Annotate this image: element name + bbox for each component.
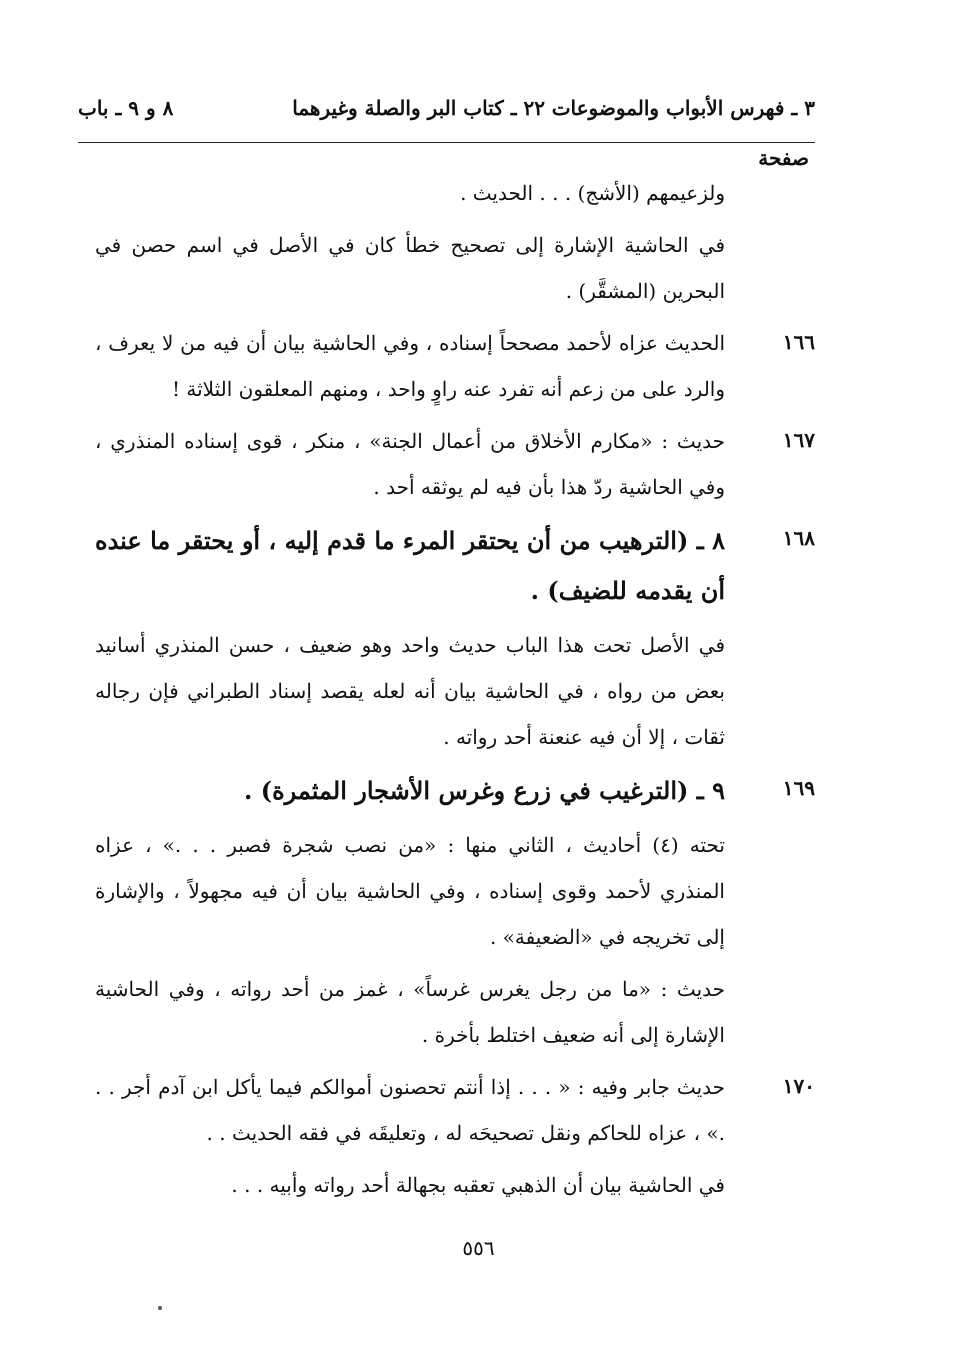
entry-page-ref: ١٦٧ bbox=[782, 428, 815, 452]
entry-text: ولزعيمهم (الأشج) . . . الحديث . bbox=[460, 181, 725, 205]
header-chapter-range: ٨ و ٩ ـ باب bbox=[78, 96, 174, 120]
page-number: ٥٥٦ bbox=[462, 1236, 495, 1260]
index-content bbox=[95, 170, 815, 1214]
index-entry bbox=[95, 1162, 815, 1208]
running-header bbox=[78, 96, 815, 136]
entry-page-ref: ١٧٠ bbox=[782, 1074, 815, 1098]
entry-text: تحته (٤) أحاديث ، الثاني منها : «من نصب شجرة فصبر . . .» ، عزاه المنذري لأحمد وقوى إسناده ، وفي الحاشية بيان أن فيه مجهولاً ، والإشارة إلى تخريجه في «الضعيفة» . bbox=[95, 833, 725, 949]
entry-text: في الحاشية الإشارة إلى تصحيح خطأ كان في الأصل في اسم حصن في البحرين (المشقَّر) . bbox=[95, 233, 725, 303]
index-entry bbox=[95, 966, 815, 1058]
chapter-heading: ٩ ـ (الترغيب في زرع وغرس الأشجار المثمرة) . bbox=[244, 776, 725, 805]
entry-text: حديث : «مكارم الأخلاق من أعمال الجنة» ، منكر ، قوى إسناده المنذري ، وفي الحاشية ردّ هذا بأن فيه لم يوثقه أحد . bbox=[95, 429, 725, 499]
index-entry bbox=[95, 320, 815, 412]
index-entry bbox=[95, 418, 815, 510]
header-book-title: ٢٢ ـ كتاب البر والصلة وغيرهما bbox=[292, 96, 545, 120]
index-entry bbox=[95, 222, 815, 314]
entry-text: حديث : «ما من رجل يغرس غرساً» ، غمز من أحد رواته ، وفي الحاشية الإشارة إلى أنه ضعيف اختلط بأخرة . bbox=[95, 977, 725, 1047]
header-rule bbox=[78, 142, 815, 143]
entry-text: الحديث عزاه لأحمد مصححاً إسناده ، وفي الحاشية بيان أن فيه من لا يعرف ، والرد على من زعم أنه تفرد عنه راوٍ واحد ، ومنهم المعلقون الثلاثة ! bbox=[95, 331, 725, 401]
chapter-heading: ٨ ـ (الترهيب من أن يحتقر المرء ما قدم إليه ، أو يحتقر ما عنده أن يقدمه للضيف) . bbox=[95, 526, 725, 605]
index-entry bbox=[95, 516, 815, 616]
entry-page-ref: ١٦٩ bbox=[782, 776, 815, 800]
entry-text: في الأصل تحت هذا الباب حديث واحد وهو ضعيف ، حسن المنذري أسانيد بعض من رواه ، في الحاشية بيان أنه لعله يقصد إسناد الطبراني فإن رجاله ثقات ، إلا أن فيه عنعنة أحد رواته . bbox=[95, 633, 725, 749]
index-entry bbox=[95, 766, 815, 816]
entry-page-ref: ١٦٨ bbox=[782, 526, 815, 550]
index-entry bbox=[95, 170, 815, 216]
entry-text: حديث جابر وفيه : « . . . إذا أنتم تحصنون أموالكم فيما يأكل ابن آدم أجر . . .» ، عزاه للحاكم ونقل تصحيحَه له ، وتعليقَه في فقه الحديث . . bbox=[95, 1075, 725, 1145]
index-entry bbox=[95, 1064, 815, 1156]
index-entry bbox=[95, 622, 815, 760]
index-entry bbox=[95, 822, 815, 960]
page-column-label: صفحة bbox=[758, 146, 809, 170]
scan-speck bbox=[158, 1306, 162, 1310]
header-section-title: ٣ ـ فهرس الأبواب والموضوعات bbox=[551, 96, 815, 120]
entry-text: في الحاشية بيان أن الذهبي تعقبه بجهالة أحد رواته وأبيه . . . bbox=[231, 1173, 725, 1197]
entry-page-ref: ١٦٦ bbox=[782, 330, 815, 354]
